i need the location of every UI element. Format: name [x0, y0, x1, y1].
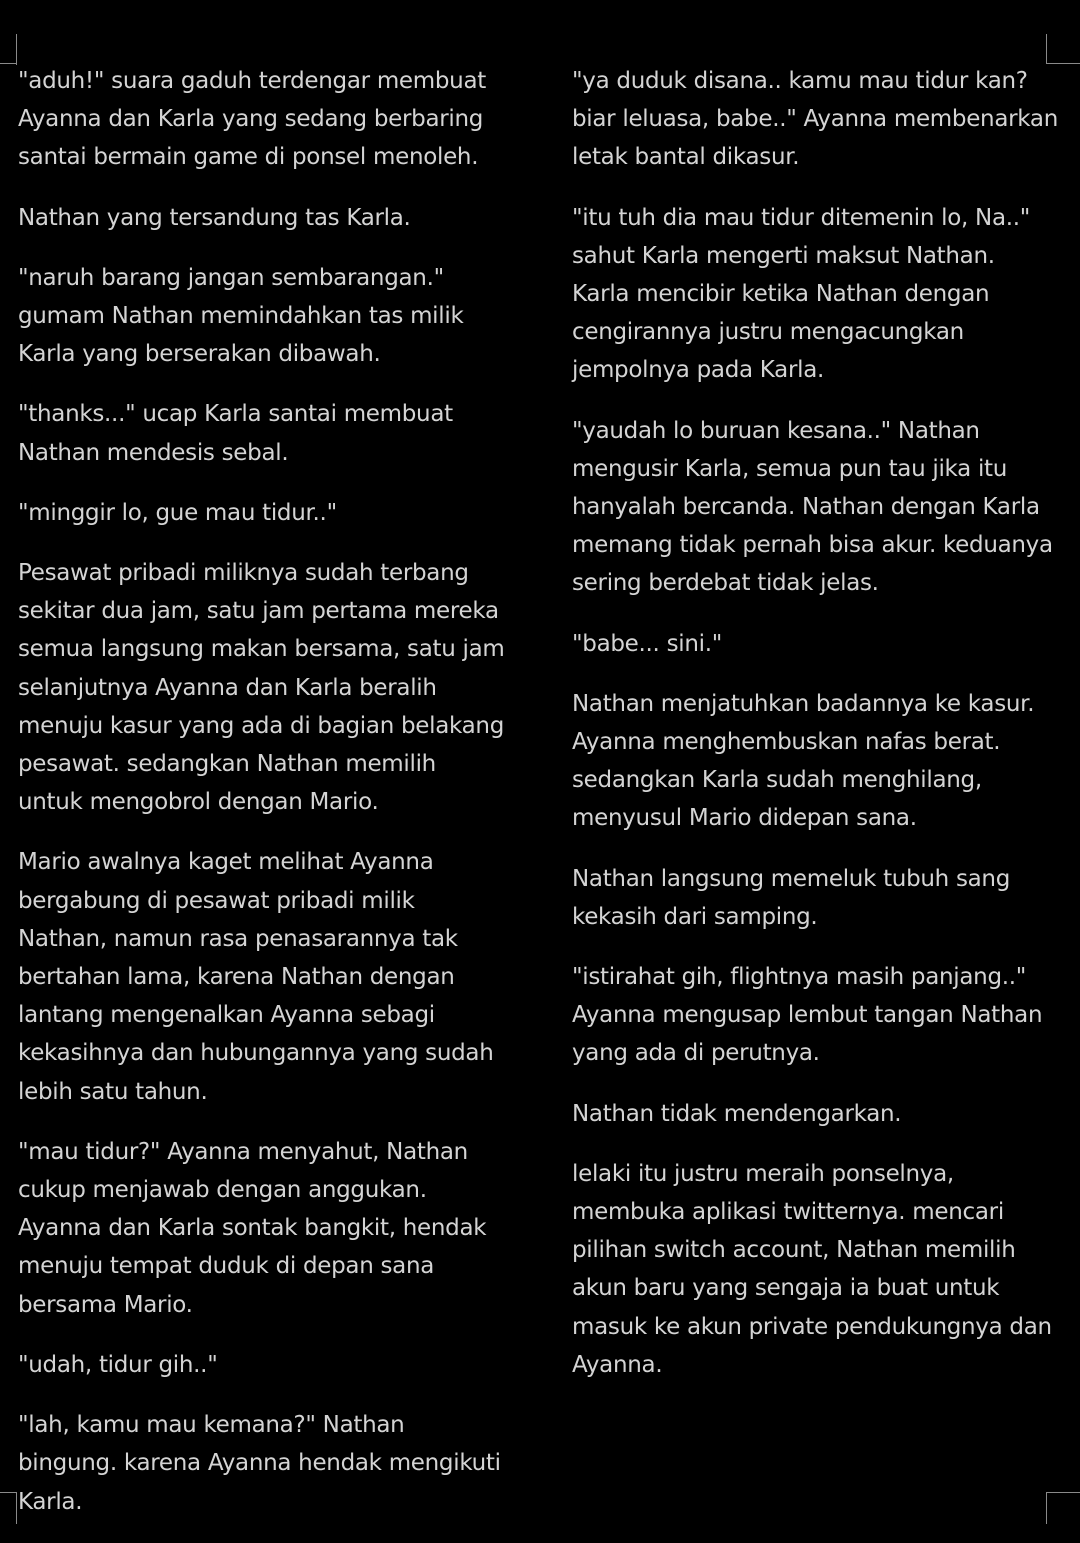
crop-mark-top-right [1046, 34, 1047, 64]
crop-mark-bottom-left-horizontal [0, 1492, 17, 1493]
crop-mark-bottom-right-horizontal [1046, 1492, 1080, 1493]
right-text-column [572, 62, 1058, 1406]
paragraph: "aduh!" suara gaduh terdengar membuat Ayanna dan Karla yang sedang berbaring santai bermain game di ponsel menoleh. [18, 68, 486, 171]
paragraph: "mau tidur?" Ayanna menyahut, Nathan cukup menjawab dengan anggukan. Ayanna dan Karla sontak bangkit, hendak menuju tempat duduk di depan sana bersama Mario. [18, 1138, 487, 1318]
paragraph: "naruh barang jangan sembarangan." gumam Nathan memindahkan tas milik Karla yang berserakan dibawah. [18, 264, 464, 368]
crop-mark-bottom-right [1046, 1492, 1047, 1524]
paragraph: "minggir lo, gue mau tidur.." [18, 499, 337, 526]
paragraph: Nathan langsung memeluk tubuh sang kekasih dari samping. [572, 865, 1011, 930]
paragraph: lelaki itu justru meraih ponselnya, membuka aplikasi twitternya. mencari pilihan switch account, Nathan memilih akun baru yang sengaja ia buat untuk masuk ke akun private pendukungnya dan Ayanna. [572, 1160, 1052, 1378]
paragraph: "lah, kamu mau kemana?" Nathan bingung. karena Ayanna hendak mengikuti Karla. [18, 1412, 501, 1515]
paragraph: Nathan yang tersandung tas Karla. [18, 204, 411, 231]
paragraph: "thanks..." ucap Karla santai membuat Nathan mendesis sebal. [18, 401, 453, 466]
paragraph: Mario awalnya kaget melihat Ayanna bergabung di pesawat pribadi milik Nathan, namun rasa penasarannya tak bertahan lama, karena Nathan dengan lantang mengenalkan Ayanna sebagi kekasihnya dan hubungannya yang sudah lebih satu tahun. [18, 849, 494, 1105]
crop-mark-top-left [16, 34, 17, 65]
paragraph: "istirahat gih, flightnya masih panjang.." Ayanna mengusap lembut tangan Nathan yang ada di perutnya. [572, 964, 1043, 1067]
crop-mark-bottom-left [16, 1492, 17, 1524]
paragraph: "udah, tidur gih.." [18, 1351, 218, 1378]
crop-mark-top-left-horizontal [0, 63, 17, 64]
paragraph: Nathan tidak mendengarkan. [572, 1100, 902, 1127]
paragraph: Pesawat pribadi miliknya sudah terbang sekitar dua jam, satu jam pertama mereka semua langsung makan bersama, satu jam selanjutnya Ayanna dan Karla beralih menuju kasur yang ada di bagian belakang pesawat. sedangkan Nathan memilih untuk mengobrol dengan Mario. [18, 560, 505, 816]
paragraph: "yaudah lo buruan kesana.." Nathan mengusir Karla, semua pun tau jika itu hanyalah bercanda. Nathan dengan Karla memang tidak pernah bisa akur. keduanya sering berdebat tidak jelas. [572, 417, 1053, 597]
paragraph: Nathan menjatuhkan badannya ke kasur. Ayanna menghembuskan nafas berat. sedangkan Karla sudah menghilang, menyusul Mario didepan sana. [572, 690, 1035, 832]
paragraph: "ya duduk disana.. kamu mau tidur kan? biar leluasa, babe.." Ayanna membenarkan letak bantal dikasur. [572, 68, 1058, 171]
paragraph: "itu tuh dia mau tidur ditemenin lo, Na.." sahut Karla mengerti maksut Nathan. Karla mencibir ketika Nathan dengan cengirannya justru mengacungkan jempolnya pada Karla. [572, 204, 1031, 384]
paragraph: "babe... sini." [572, 630, 722, 657]
left-text-column [18, 62, 506, 1543]
